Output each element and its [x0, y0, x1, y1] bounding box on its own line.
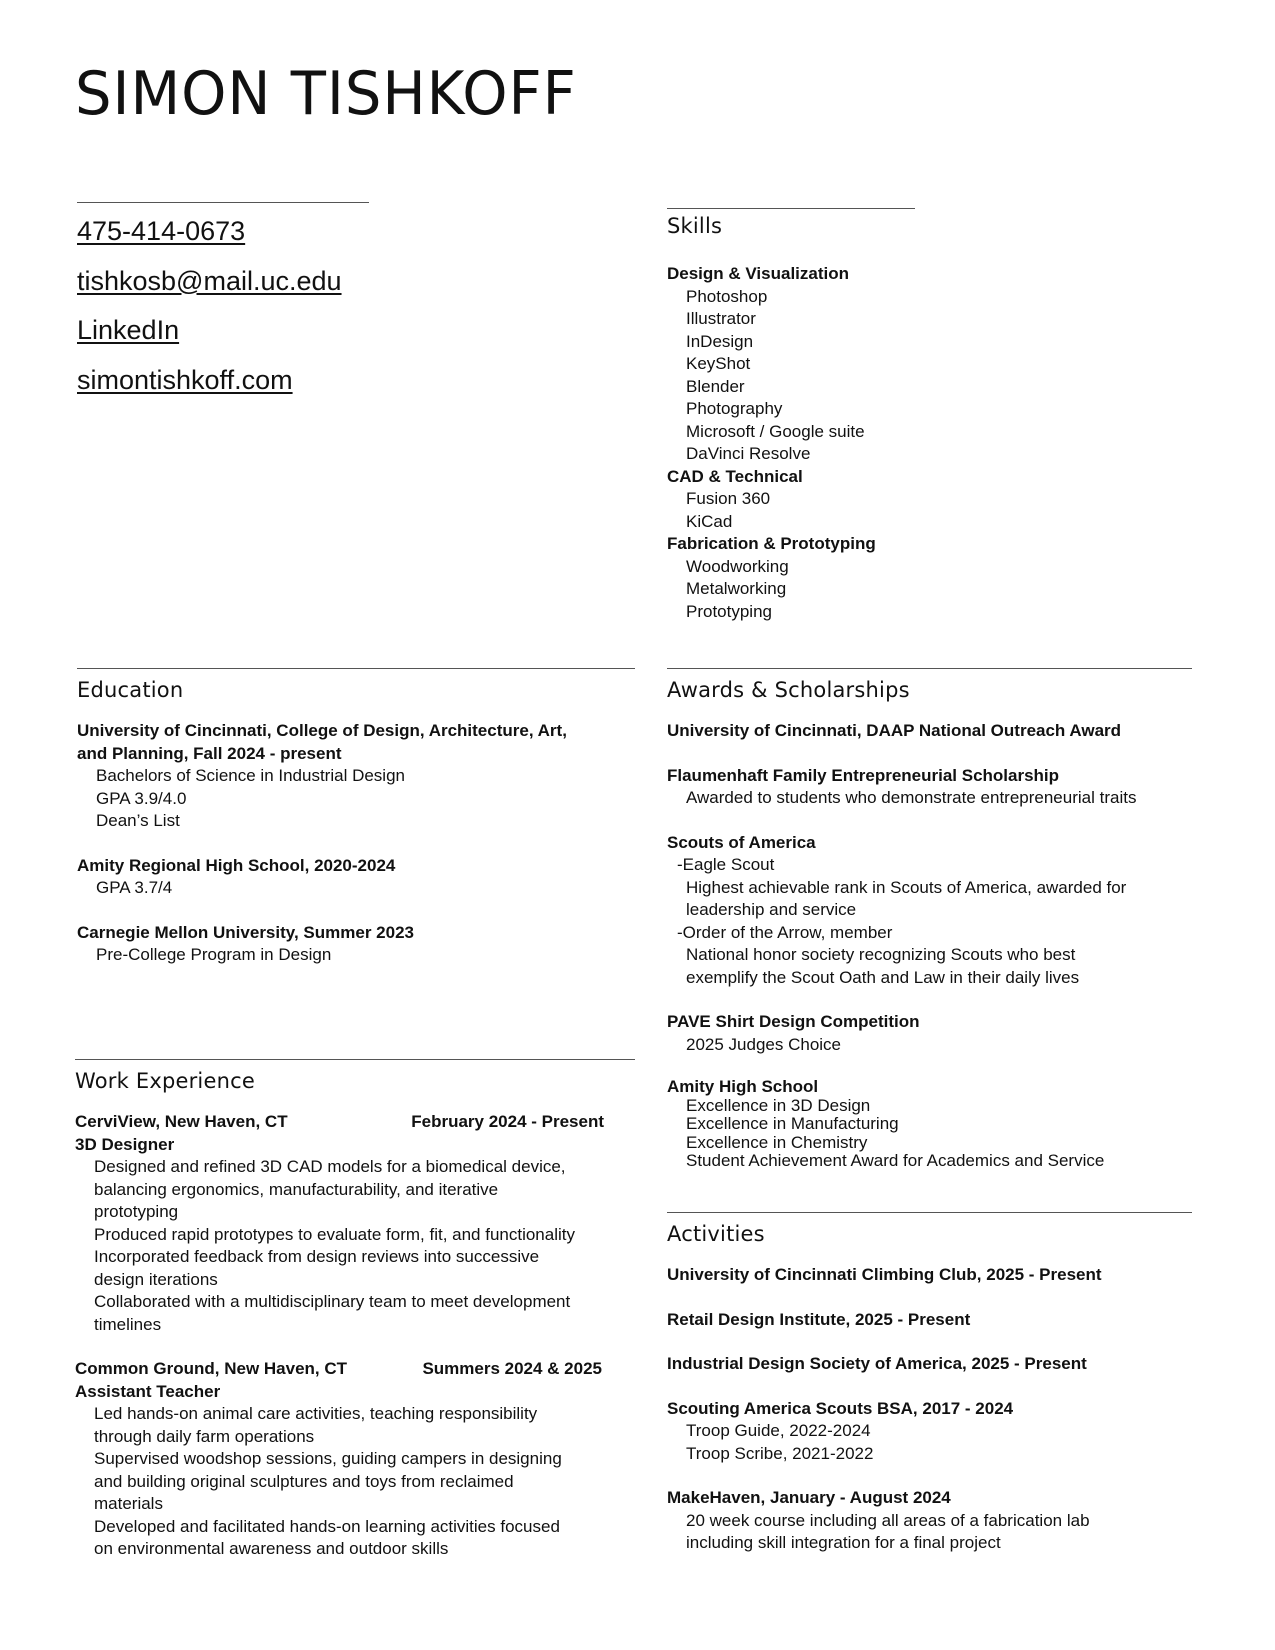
education-entry-title: University of Cincinnati, College of Design, Architecture, Art,: [77, 721, 567, 740]
award-detail: 2025 Judges Choice: [686, 1034, 842, 1054]
activity-detail: 20 week course including all areas of a fabrication lab: [686, 1510, 1090, 1530]
award-detail: exemplify the Scout Oath and Law in their daily lives: [686, 967, 1080, 987]
skill-item: Photography: [686, 399, 783, 418]
award-subitem: -Eagle Scout: [677, 855, 775, 874]
awards-section: [667, 668, 1192, 1171]
skill-item: Illustrator: [686, 309, 756, 328]
skill-item: Woodworking: [686, 556, 789, 576]
award-detail: leadership and service: [686, 900, 857, 919]
education-detail: Pre-College Program in Design: [96, 945, 332, 964]
job-role: Assistant Teacher: [75, 1381, 221, 1401]
work-title: Work Experience: [75, 1069, 255, 1093]
award-detail: Awarded to students who demonstrate entrepreneurial traits: [686, 788, 1137, 807]
education-detail: GPA 3.9/4.0: [96, 788, 187, 808]
award-detail: Excellence in 3D Design: [686, 1095, 871, 1115]
education-entry-title: and Planning, Fall 2024 - present: [77, 743, 342, 763]
skill-item: Fusion 360: [686, 489, 771, 508]
education-section: [77, 668, 635, 967]
phone-link[interactable]: 475-414-0673: [77, 216, 246, 246]
education-detail: Bachelors of Science in Industrial Design: [96, 766, 405, 785]
award-name: Scouts of America: [667, 832, 816, 852]
skill-item: Metalworking: [686, 579, 787, 598]
activity-detail: Troop Scribe, 2021-2022: [686, 1443, 874, 1463]
job-bullet: Collaborated with a multidisciplinary team to meet development timelines: [94, 1292, 571, 1334]
work-section: [75, 1059, 635, 1561]
website-link[interactable]: simontishkoff.com: [77, 364, 293, 395]
skill-item: DaVinci Resolve: [686, 444, 811, 463]
skill-item: Prototyping: [686, 601, 772, 621]
job-dates: Summers 2024 & 2025: [422, 1359, 602, 1378]
award-name: PAVE Shirt Design Competition: [667, 1012, 920, 1031]
activity-detail: Troop Guide, 2022-2024: [686, 1421, 871, 1440]
job-bullet: Led hands-on animal care activities, teaching responsibility through daily farm operations: [94, 1404, 538, 1446]
skills-list: [667, 263, 876, 623]
activities-section: [667, 1212, 1192, 1555]
education-entry-title: Carnegie Mellon University, Summer 2023: [77, 922, 414, 942]
skills-group-heading: CAD & Technical: [667, 466, 803, 486]
activity-name: MakeHaven, January - August 2024: [667, 1488, 951, 1507]
award-detail: National honor society recognizing Scouts who best: [686, 945, 1076, 964]
job-org: CerviView, New Haven, CT: [75, 1112, 288, 1131]
activity-name: University of Cincinnati Climbing Club, 2025 - Present: [667, 1265, 1102, 1284]
skills-group-heading: Fabrication & Prototyping: [667, 534, 876, 553]
activity-name: Retail Design Institute, 2025 - Present: [667, 1309, 971, 1329]
award-detail: Excellence in Chemistry: [686, 1132, 868, 1152]
skills-group-heading: Design & Visualization: [667, 264, 850, 283]
skill-item: Blender: [686, 376, 745, 396]
job-bullet: Supervised woodshop sessions, guiding campers in designing and building original sculptures and toys from reclaimed materials: [94, 1449, 562, 1513]
job-bullet: Designed and refined 3D CAD models for a biomedical device, balancing ergonomics, manufacturability, and iterative prototyping: [94, 1157, 566, 1221]
job-role: 3D Designer: [75, 1134, 175, 1154]
job-bullet: Produced rapid prototypes to evaluate form, fit, and functionality: [94, 1224, 575, 1244]
activities-title: Activities: [667, 1222, 765, 1246]
award-name: Amity High School: [667, 1077, 819, 1096]
email-link[interactable]: tishkosb@mail.uc.edu: [77, 265, 342, 296]
activity-name: Scouting America Scouts BSA, 2017 - 2024: [667, 1398, 1014, 1418]
award-detail: Excellence in Manufacturing: [686, 1114, 899, 1133]
awards-title: Awards & Scholarships: [667, 678, 910, 702]
award-detail: Highest achievable rank in Scouts of America, awarded for: [686, 877, 1127, 897]
education-detail: GPA 3.7/4: [96, 878, 173, 897]
skill-item: Photoshop: [686, 286, 768, 306]
activity-detail: including skill integration for a final project: [686, 1533, 1001, 1552]
activity-name: Industrial Design Society of America, 2025 - Present: [667, 1354, 1087, 1373]
award-name: University of Cincinnati, DAAP National Outreach Award: [667, 721, 1122, 740]
skill-item: KiCad: [686, 511, 733, 531]
skills-rule: [667, 208, 915, 209]
education-detail: Dean’s List: [96, 811, 180, 830]
skill-item: InDesign: [686, 331, 754, 351]
linkedin-link[interactable]: LinkedIn: [77, 315, 180, 345]
job-org: Common Ground, New Haven, CT: [75, 1359, 348, 1378]
award-detail: Student Achievement Award for Academics and Service: [686, 1151, 1105, 1170]
job-bullet: Developed and facilitated hands-on learning activities focused on environmental awareness and outdoor skills: [94, 1516, 560, 1558]
job-dates: February 2024 - Present: [411, 1112, 604, 1131]
skill-item: Microsoft / Google suite: [686, 421, 865, 441]
skills-title: Skills: [667, 214, 723, 238]
award-name: Flaumenhaft Family Entrepreneurial Scholarship: [667, 765, 1060, 785]
education-entry-title: Amity Regional High School, 2020-2024: [77, 855, 396, 875]
education-title: Education: [77, 678, 184, 702]
resume-name: SIMON TISHKOFF: [75, 59, 577, 129]
award-subitem: -Order of the Arrow, member: [677, 922, 893, 942]
skill-item: KeyShot: [686, 354, 751, 373]
contact-block: [77, 202, 369, 405]
job-bullet: Incorporated feedback from design reviews into successive design iterations: [94, 1247, 540, 1289]
